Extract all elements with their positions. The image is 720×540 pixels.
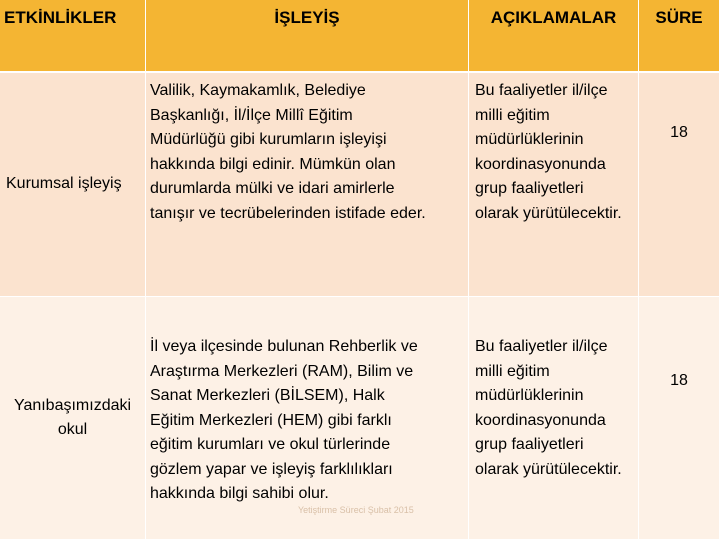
row1-explanation-line: milli eğitim [475, 106, 550, 124]
footer-watermark: Yetiştirme Süreci Şubat 2015 [298, 505, 414, 515]
header-explanations: AÇIKLAMALAR [469, 0, 639, 73]
row2-process-line: Eğitim Merkezleri (HEM) gibi farklı [150, 411, 392, 429]
row1-process-line: Müdürlüğü gibi kurumların işleyişi [150, 131, 387, 148]
row2-process-line: gözlem yapar ve işleyiş farklılıkları [150, 460, 393, 478]
row1-process-line: tanışır ve tecrübelerinden istifade eder. [150, 204, 426, 222]
row2-process [146, 297, 469, 540]
row2-process-line: Sanat Merkezleri (BİLSEM), Halk [150, 387, 385, 404]
row1-process [146, 73, 469, 297]
row1-explanation-line: Bu faaliyetler il/ilçe [475, 82, 608, 99]
row2-explanation-line: milli eğitim [475, 362, 550, 380]
header-activities: ETKİNLİKLER [0, 0, 146, 73]
row1-explanation-line: müdürlüklerinin [475, 131, 584, 148]
row2-process-line: hakkında bilgi sahibi olur. [150, 485, 329, 502]
row1-explanation-line: olarak yürütülecektir. [475, 204, 622, 222]
row1-duration: 18 [639, 73, 720, 297]
row1-process-line: Başkanlığı, İl/İlçe Millî Eğitim [150, 106, 353, 124]
row2-activity-line: okul [57, 421, 88, 438]
row1-activity: Kurumsal işleyiş [0, 73, 146, 297]
row1-explanation-line: koordinasyonunda [475, 155, 606, 173]
header-duration: SÜRE [639, 0, 720, 73]
row2-explanation-line: koordinasyonunda [475, 411, 606, 429]
row2-process-line: İl veya ilçesinde bulunan Rehberlik ve [150, 338, 418, 355]
row2-process-line: eğitim kurumları ve okul türlerinde [150, 436, 391, 453]
row2-explanation-line: Bu faaliyetler il/ilçe [475, 338, 608, 355]
row1-explanation-line: grup faaliyetleri [475, 180, 584, 197]
row2-explanation-line: müdürlüklerinin [475, 387, 584, 404]
row2-explanation-line: olarak yürütülecektir. [475, 460, 622, 478]
row1-process-line: Valilik, Kaymakamlık, Belediye [150, 82, 366, 99]
row2-process-line: Araştırma Merkezleri (RAM), Bilim ve [150, 362, 414, 380]
row2-duration: 18 [639, 297, 720, 540]
row2-activity [0, 297, 146, 540]
row2-explanation-line: grup faaliyetleri [475, 436, 584, 453]
row1-explanation [469, 73, 639, 297]
row2-explanation [469, 297, 639, 540]
row1-process-line: durumlarda mülki ve idari amirlerle [150, 180, 395, 197]
row2-activity-line: Yanıbaşımızdaki [13, 396, 132, 414]
row1-process-line: hakkında bilgi edinir. Mümkün olan [150, 155, 396, 173]
header-process: İŞLEYİŞ [146, 0, 469, 73]
